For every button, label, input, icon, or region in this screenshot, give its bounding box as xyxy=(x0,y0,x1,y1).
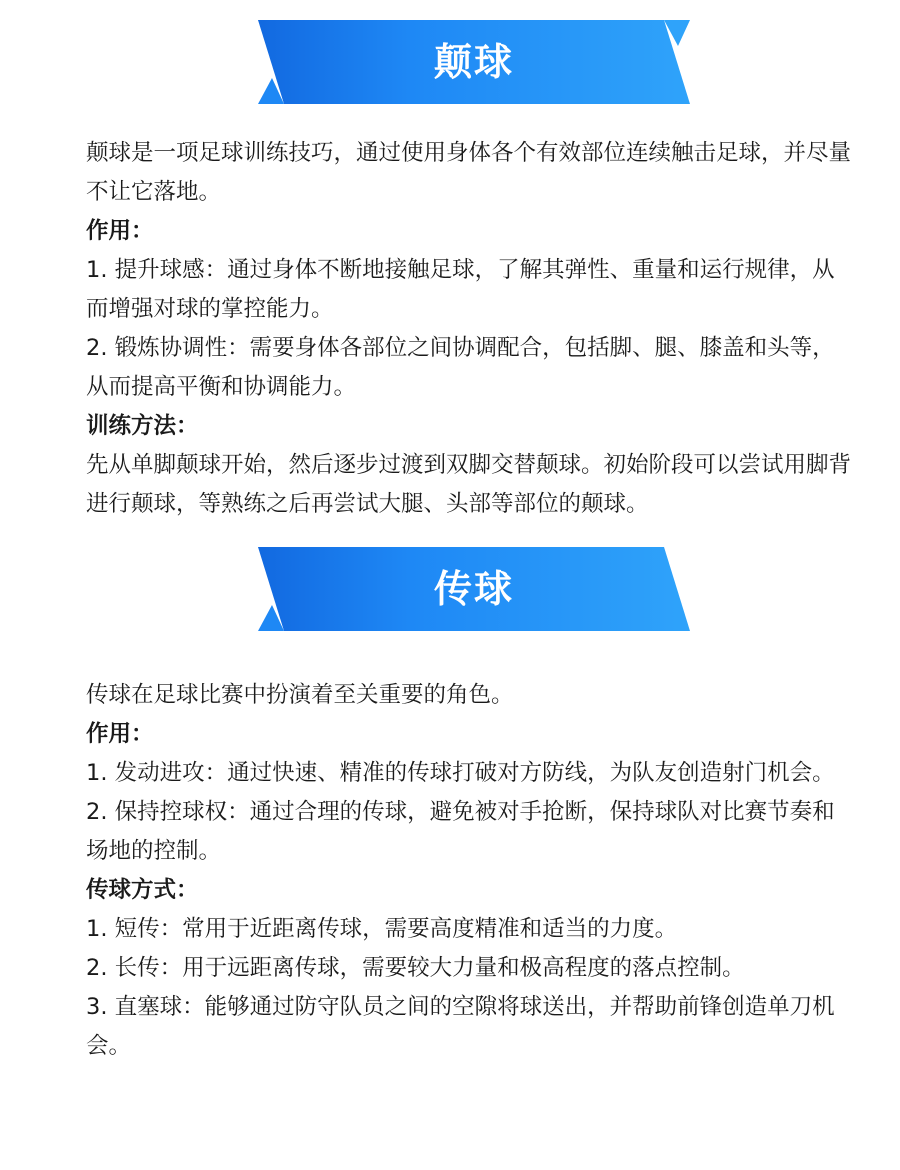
subheading-training-method: 训练方法： xyxy=(86,413,199,439)
method-paragraph: 先从单脚颠球开始，然后逐步过渡到双脚交替颠球。初始阶段可以尝试用脚背进行颠球，等熟练之后再尝试大腿、头部等部位的颠球。 xyxy=(86,452,852,517)
list-item: 1. 短传：常用于近距离传球，需要高度精准和适当的力度。 xyxy=(86,916,678,942)
subheading-effects: 作用： xyxy=(86,721,154,747)
list-item: 3. 直塞球：能够通过防守队员之间的空隙将球送出，并帮助前锋创造单刀机会。 xyxy=(86,994,835,1059)
list-item: 2. 保持控球权：通过合理的传球，避免被对手抢断，保持球队对比赛节奏和场地的控制。 xyxy=(86,799,835,864)
section-content-juggling xyxy=(86,134,856,524)
subheading-effects: 作用： xyxy=(86,218,154,244)
section-title: 颠球 xyxy=(433,40,514,84)
section-content-passing xyxy=(86,676,856,1066)
section-title: 传球 xyxy=(433,567,514,611)
intro-paragraph: 颠球是一项足球训练技巧，通过使用身体各个有效部位连续触击足球，并尽量不让它落地。 xyxy=(86,140,852,205)
list-item: 1. 发动进攻：通过快速、精准的传球打破对方防线，为队友创造射门机会。 xyxy=(86,760,835,786)
list-item: 1. 提升球感：通过身体不断地接触足球，了解其弹性、重量和运行规律，从而增强对球的掌控能力。 xyxy=(86,257,835,322)
section-banner-passing xyxy=(258,547,690,631)
list-item: 2. 锻炼协调性：需要身体各部位之间协调配合，包括脚、腿、膝盖和头等，从而提高平衡和协调能力。 xyxy=(86,335,835,400)
subheading-passing-types: 传球方式： xyxy=(86,877,199,903)
list-item: 2. 长传：用于远距离传球，需要较大力量和极高程度的落点控制。 xyxy=(86,955,745,981)
intro-paragraph: 传球在足球比赛中扮演着至关重要的角色。 xyxy=(86,682,514,708)
section-banner-juggling xyxy=(258,20,690,104)
